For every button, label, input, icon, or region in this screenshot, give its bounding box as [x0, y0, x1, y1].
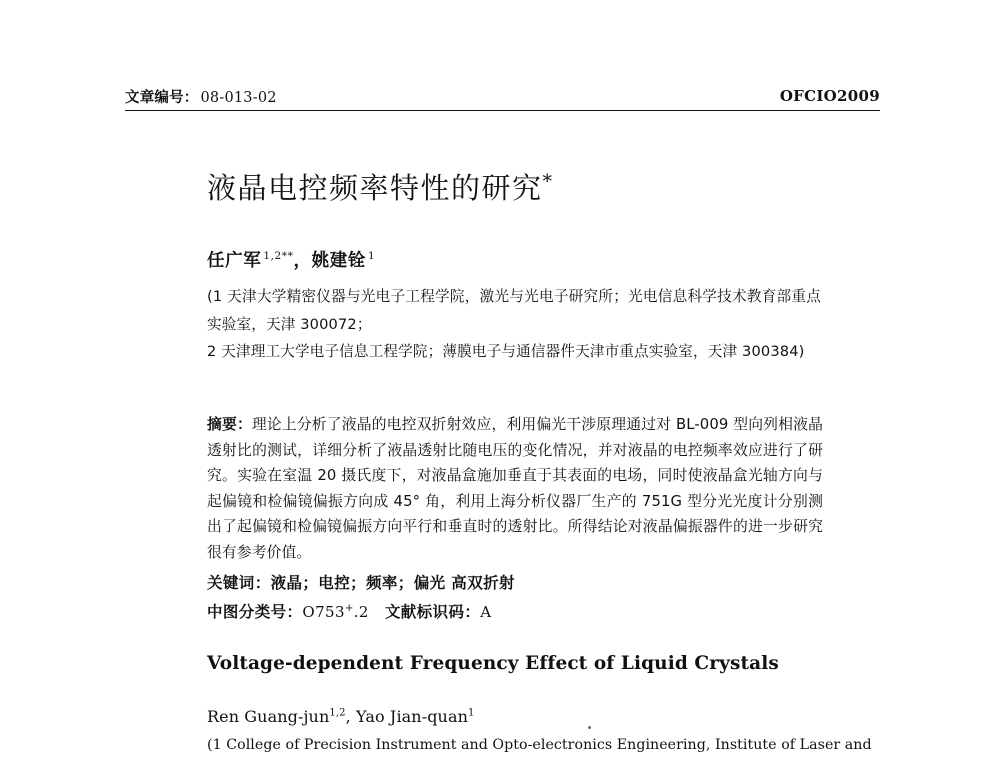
keywords-label: 关键词： [207, 574, 271, 592]
page-title [207, 166, 552, 207]
chinese-affiliation-1: (1 天津大学精密仪器与光电子工程学院，激光与光电子研究所；光电信息科学技术教育部重点实验室，天津 300072； [207, 288, 821, 333]
english-author-1-affiliation-mark: 1,2 [329, 707, 346, 719]
chinese-author-2-affiliation-mark: 1 [367, 250, 376, 263]
article-number [125, 86, 277, 107]
article-number-value: 08-013-02 [200, 90, 277, 106]
clc-value [302, 603, 368, 621]
chinese-abstract [207, 412, 823, 566]
chinese-author-2: 姚建铨 [311, 251, 366, 271]
title-footnote-mark: * [542, 170, 553, 193]
scan-speckle [588, 726, 591, 729]
clc-value-tail: .2 [353, 603, 369, 621]
chinese-affiliation-2: 2 天津理工大学电子信息工程学院；薄膜电子与通信器件天津市重点实验室，天津 300384) [207, 343, 805, 360]
journal-code: OFCIO2009 [779, 87, 880, 105]
english-author-2: Yao Jian-quan [355, 707, 469, 726]
abstract-label: 摘要： [207, 416, 252, 433]
chinese-author-1-affiliation-mark: 1,2** [263, 250, 294, 263]
chinese-affiliations [207, 283, 821, 366]
running-head [125, 86, 880, 112]
clc-label: 中图分类号： [207, 603, 303, 621]
abstract-text: 理论上分析了液晶的电控双折射效应，利用偏光干涉原理通过对 BL-009 型向列相液晶透射比的测试，详细分析了液晶透射比随电压的变化情况，并对液晶的电控频率效应进行了研究。实验在室温 20 摄氏度下，对液晶盒施加垂直于其表面的电场，同时使液晶盒光轴方向与起偏镜和检偏镜偏振方向成 45° 角，利用上海分析仪器厂生产的 751G 型分光光度计分别测出了起偏镜和检偏镜偏振方向平行和垂直时的透射比。所得结论对液晶偏振器件的进一步研究很有参考价值。 [207, 416, 823, 561]
english-author-list [207, 707, 474, 726]
classification-line [207, 600, 491, 622]
header-rule [125, 110, 880, 111]
article-number-label: 文章编号： [125, 90, 199, 106]
english-author-1: Ren Guang-jun [207, 707, 330, 726]
chinese-author-separator: ， [293, 251, 312, 271]
english-affiliation-1: (1 College of Precision Instrument and Opto-electronics Engineering, Institute of Laser and [207, 737, 872, 753]
chinese-author-list [207, 247, 375, 272]
clc-value-superscript: + [344, 603, 354, 614]
chinese-keywords [207, 571, 515, 593]
document-code-label: 文献标识码： [384, 603, 481, 621]
clc-value-main: O753 [302, 603, 345, 621]
english-author-2-affiliation-mark: 1 [468, 707, 475, 719]
english-author-separator: , [345, 707, 356, 726]
page-title-text: 液晶电控频率特性的研究 [207, 171, 543, 205]
document-code-value: A [480, 603, 492, 621]
english-title: Voltage-dependent Frequency Effect of Liquid Crystals [207, 653, 779, 674]
chinese-author-1: 任广军 [207, 251, 262, 271]
keywords-text: 液晶；电控；频率；偏光 高双折射 [270, 574, 515, 592]
